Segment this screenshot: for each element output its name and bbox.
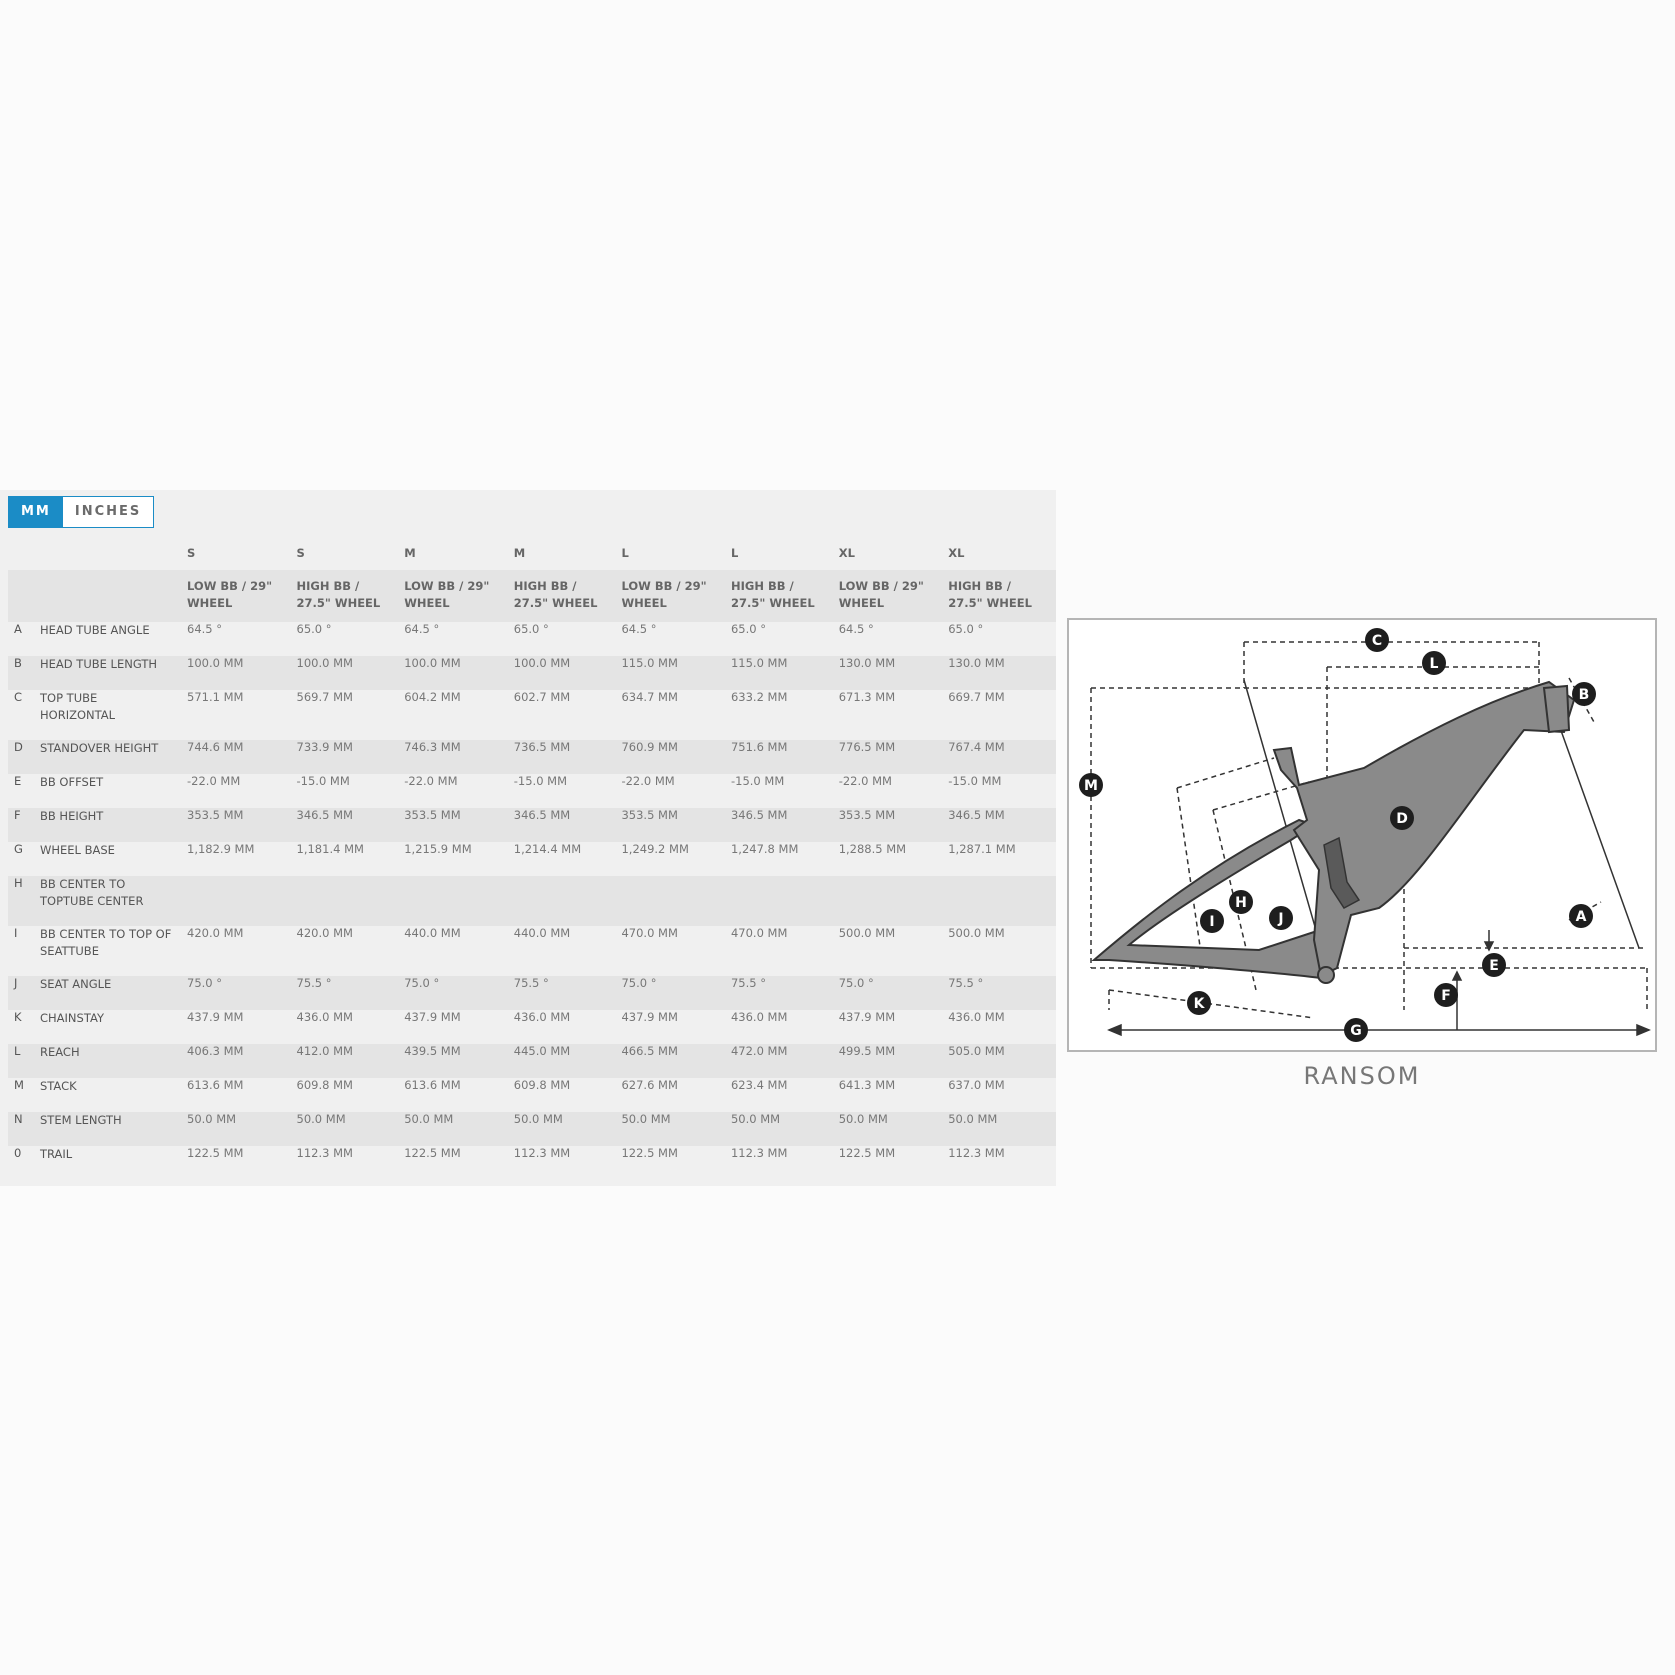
spec-code: E: [14, 774, 22, 788]
spec-value: 75.5 °: [948, 976, 984, 990]
spec-code: L: [14, 1044, 21, 1058]
spec-value: 1,249.2 MM: [621, 842, 689, 856]
spec-name-line1: BB CENTER TO TOP OF: [40, 927, 172, 941]
spec-value: 64.5 °: [404, 622, 440, 636]
spec-value: 100.0 MM: [187, 656, 244, 670]
spec-value: 50.0 MM: [404, 1112, 454, 1126]
spec-code: I: [14, 926, 18, 940]
spec-value: 436.0 MM: [948, 1010, 1005, 1024]
spec-value: 50.0 MM: [948, 1112, 998, 1126]
marker-f: [1434, 983, 1458, 1007]
spec-value: 65.0 °: [513, 622, 549, 636]
size-header: M: [404, 546, 416, 560]
spec-name: [40, 1112, 187, 1146]
spec-code: N: [14, 1112, 23, 1126]
marker-i: [1200, 909, 1224, 933]
spec-value: 746.3 MM: [404, 740, 461, 754]
spec-value: 50.0 MM: [838, 1112, 888, 1126]
spec-value: 112.3 MM: [948, 1146, 1005, 1160]
spec-value: 669.7 MM: [948, 690, 1005, 704]
wheel-header-line1: HIGH BB /: [948, 579, 1011, 593]
size-header: L: [730, 546, 739, 560]
spec-value: 75.0 °: [621, 976, 657, 990]
spec-value: 64.5 °: [187, 622, 223, 636]
spec-value: 346.5 MM: [513, 808, 571, 822]
spec-row: [8, 1010, 1056, 1044]
spec-row: [8, 1146, 1056, 1180]
spec-value: 112.3 MM: [730, 1146, 788, 1160]
marker-label: D: [1396, 811, 1408, 827]
size-header: S: [187, 546, 196, 560]
marker-label: M: [1084, 778, 1098, 794]
spec-value: 613.6 MM: [404, 1078, 461, 1092]
spec-value: 65.0 °: [296, 622, 332, 636]
spec-value: [731, 876, 839, 926]
spec-value: 736.5 MM: [513, 740, 571, 754]
spec-name: [40, 656, 187, 690]
spec-value: 1,215.9 MM: [404, 842, 472, 856]
marker-label: G: [1350, 1023, 1362, 1039]
spec-value: 499.5 MM: [838, 1044, 896, 1058]
spec-name-line1: HEAD TUBE LENGTH: [40, 657, 157, 671]
marker-l: [1422, 651, 1446, 675]
spec-value: 733.9 MM: [296, 740, 353, 754]
marker-label: F: [1441, 988, 1451, 1004]
spec-name: [40, 808, 187, 842]
spec-value: -15.0 MM: [948, 774, 1002, 788]
spec-value: 571.1 MM: [187, 690, 244, 704]
spec-code: G: [14, 842, 23, 856]
spec-value: 130.0 MM: [948, 656, 1005, 670]
spec-value: 437.9 MM: [621, 1010, 678, 1024]
spec-name: [40, 1044, 187, 1078]
spec-value: 353.5 MM: [404, 808, 461, 822]
marker-a: [1569, 904, 1593, 928]
spec-name: [40, 622, 187, 656]
spec-value: 75.0 °: [187, 976, 223, 990]
spec-value: 65.0 °: [948, 622, 984, 636]
marker-label: C: [1371, 633, 1383, 649]
spec-value: 505.0 MM: [948, 1044, 1005, 1058]
spec-value: [839, 876, 949, 926]
frame-geometry-diagram: [1067, 618, 1657, 1052]
marker-label: H: [1235, 895, 1247, 911]
wheel-header-line2: WHEEL: [404, 596, 450, 610]
spec-value: 75.5 °: [730, 976, 766, 990]
spec-value: 420.0 MM: [187, 926, 244, 940]
spec-value: 437.9 MM: [404, 1010, 461, 1024]
spec-value: 609.8 MM: [296, 1078, 353, 1092]
size-header: S: [296, 546, 305, 560]
spec-value: 440.0 MM: [404, 926, 461, 940]
spec-row: [8, 656, 1056, 690]
spec-value: 50.0 MM: [296, 1112, 346, 1126]
wheel-header-line1: LOW BB / 29": [838, 579, 924, 593]
spec-name-line1: BB OFFSET: [40, 775, 104, 789]
mm-unit-button[interactable]: MM: [9, 497, 63, 527]
spec-value: 406.3 MM: [187, 1044, 244, 1058]
spec-value: 466.5 MM: [621, 1044, 678, 1058]
spec-name: [40, 690, 187, 740]
spec-value: 112.3 MM: [513, 1146, 571, 1160]
spec-row: [8, 740, 1056, 774]
marker-label: L: [1429, 656, 1439, 672]
spec-value: 100.0 MM: [296, 656, 353, 670]
spec-name-line1: BB HEIGHT: [40, 809, 104, 823]
spec-code: A: [14, 622, 22, 636]
spec-row: [8, 1078, 1056, 1112]
spec-value: 1,214.4 MM: [513, 842, 582, 856]
marker-b: [1572, 682, 1596, 706]
spec-value: 437.9 MM: [187, 1010, 244, 1024]
spec-value: 1,247.8 MM: [730, 842, 799, 856]
marker-label: E: [1489, 958, 1499, 974]
spec-value: 436.0 MM: [513, 1010, 571, 1024]
wheel-header-row: [8, 570, 1056, 622]
spec-value: 1,288.5 MM: [838, 842, 907, 856]
spec-value: 50.0 MM: [730, 1112, 781, 1126]
spec-value: 353.5 MM: [187, 808, 244, 822]
spec-value: 122.5 MM: [621, 1146, 678, 1160]
spec-value: 75.0 °: [838, 976, 874, 990]
spec-value: 470.0 MM: [621, 926, 678, 940]
wheel-header: [514, 570, 622, 622]
spec-value: 767.4 MM: [948, 740, 1005, 754]
spec-value: -22.0 MM: [621, 774, 675, 788]
geometry-table: [8, 536, 1056, 1180]
wheel-header-line2: WHEEL: [187, 596, 233, 610]
spec-value: 609.8 MM: [513, 1078, 571, 1092]
spec-value: 633.2 MM: [730, 690, 788, 704]
wheel-header: [621, 570, 731, 622]
marker-label: J: [1278, 911, 1284, 927]
header-spacer: [8, 536, 40, 570]
spec-row: [8, 1044, 1056, 1078]
spec-value: [187, 876, 297, 926]
spec-row: [8, 808, 1056, 842]
spec-value: -15.0 MM: [296, 774, 350, 788]
spec-value: -22.0 MM: [404, 774, 458, 788]
spec-value: -15.0 MM: [730, 774, 785, 788]
spec-name: [40, 842, 187, 876]
spec-value: [948, 876, 1056, 926]
size-header: M: [513, 546, 526, 560]
wheel-header: [404, 570, 514, 622]
spec-value: 472.0 MM: [730, 1044, 788, 1058]
spec-name-line1: SEAT ANGLE: [40, 977, 112, 991]
wheel-header-line1: LOW BB / 29": [404, 579, 490, 593]
spec-name-line1: STANDOVER HEIGHT: [40, 741, 159, 755]
spec-value: 627.6 MM: [621, 1078, 678, 1092]
spec-value: 776.5 MM: [838, 740, 896, 754]
spec-code: M: [14, 1078, 24, 1092]
wheel-header-line1: LOW BB / 29": [187, 579, 273, 593]
size-header: XL: [948, 546, 965, 560]
spec-value: 751.6 MM: [730, 740, 788, 754]
spec-code: H: [14, 876, 23, 890]
spec-value: 604.2 MM: [404, 690, 461, 704]
spec-value: 1,287.1 MM: [948, 842, 1016, 856]
spec-name: [40, 926, 187, 976]
spec-value: 613.6 MM: [187, 1078, 244, 1092]
marker-h: [1229, 890, 1253, 914]
spec-row: [8, 622, 1056, 656]
spec-value: 437.9 MM: [838, 1010, 896, 1024]
spec-value: 353.5 MM: [838, 808, 896, 822]
spec-value: [514, 876, 622, 926]
spec-row: [8, 690, 1056, 740]
spec-row: [8, 842, 1056, 876]
spec-value: 50.0 MM: [621, 1112, 671, 1126]
marker-label: B: [1578, 687, 1590, 703]
spec-row: [8, 774, 1056, 808]
header-spacer: [40, 536, 187, 570]
wheel-header: [731, 570, 839, 622]
marker-e: [1482, 953, 1506, 977]
spec-value: 75.5 °: [296, 976, 332, 990]
wheel-header-line1: HIGH BB /: [513, 579, 577, 593]
wheel-header-line2: WHEEL: [838, 596, 885, 610]
spec-name-line2: SEATTUBE: [40, 944, 99, 958]
spec-value: -15.0 MM: [513, 774, 568, 788]
spec-name: [40, 1078, 187, 1112]
spec-name-line1: WHEEL BASE: [40, 843, 115, 857]
spec-value: 637.0 MM: [948, 1078, 1005, 1092]
spec-value: 64.5 °: [838, 622, 874, 636]
spec-name: [40, 1146, 187, 1180]
spec-value: -22.0 MM: [187, 774, 241, 788]
marker-label: K: [1193, 996, 1205, 1012]
size-header: XL: [838, 546, 855, 560]
spec-code: 0: [14, 1146, 22, 1160]
wheel-header: [948, 570, 1056, 622]
wheel-header: [187, 570, 297, 622]
spec-name: [40, 1010, 187, 1044]
spec-value: 470.0 MM: [730, 926, 788, 940]
spec-value: 130.0 MM: [838, 656, 896, 670]
spec-code: K: [14, 1010, 22, 1024]
spec-name-line1: TRAIL: [40, 1147, 73, 1161]
spec-value: 115.0 MM: [730, 656, 788, 670]
spec-code: C: [14, 690, 23, 704]
spec-value: 115.0 MM: [621, 656, 678, 670]
model-name: RANSOM: [1303, 1062, 1421, 1090]
wheel-header-line1: HIGH BB /: [730, 579, 794, 593]
frame-diagram-svg: [1069, 620, 1655, 1050]
spec-value: 100.0 MM: [404, 656, 461, 670]
spec-name-line1: CHAINSTAY: [40, 1011, 104, 1025]
spec-value: 744.6 MM: [187, 740, 244, 754]
spec-value: 65.0 °: [730, 622, 766, 636]
spec-row: [8, 976, 1056, 1010]
marker-label: I: [1209, 914, 1215, 930]
spec-value: 112.3 MM: [296, 1146, 353, 1160]
marker-label: A: [1575, 909, 1587, 925]
spec-value: 641.3 MM: [838, 1078, 896, 1092]
wheel-header-line2: 27.5" WHEEL: [296, 596, 381, 610]
spec-value: 420.0 MM: [296, 926, 353, 940]
spec-code: J: [14, 976, 18, 990]
wheel-header-line2: 27.5" WHEEL: [948, 596, 1032, 610]
inches-unit-button[interactable]: INCHES: [63, 497, 153, 527]
spec-value: 440.0 MM: [513, 926, 571, 940]
marker-k: [1187, 991, 1211, 1015]
spec-value: 346.5 MM: [730, 808, 788, 822]
spec-name-line1: STEM LENGTH: [40, 1113, 122, 1127]
spec-value: 64.5 °: [621, 622, 657, 636]
spec-value: 346.5 MM: [948, 808, 1005, 822]
bike-frame: [1094, 682, 1574, 983]
spec-code: F: [14, 808, 21, 822]
spec-value: 623.4 MM: [730, 1078, 788, 1092]
spec-name: [40, 976, 187, 1010]
spec-name-line2: HORIZONTAL: [40, 708, 116, 722]
spec-value: 1,181.4 MM: [296, 842, 364, 856]
wheel-header: [839, 570, 949, 622]
spec-name: [40, 740, 187, 774]
spec-value: 500.0 MM: [838, 926, 896, 940]
spec-value: 671.3 MM: [838, 690, 896, 704]
spec-name-line1: REACH: [40, 1045, 80, 1059]
spec-name-line1: HEAD TUBE ANGLE: [40, 623, 150, 637]
unit-toggle: [8, 496, 154, 528]
spec-value: 1,182.9 MM: [187, 842, 255, 856]
spec-value: 436.0 MM: [730, 1010, 788, 1024]
spec-value: [404, 876, 514, 926]
spec-name: [40, 774, 187, 808]
spec-value: 50.0 MM: [187, 1112, 237, 1126]
wheel-header-line2: 27.5" WHEEL: [513, 596, 598, 610]
marker-m: [1079, 773, 1103, 797]
spec-row: [8, 926, 1056, 976]
wheel-header: [297, 570, 405, 622]
wheel-header-line2: WHEEL: [621, 596, 667, 610]
spec-value: [621, 876, 731, 926]
spec-name-line1: STACK: [40, 1079, 77, 1093]
spec-value: 445.0 MM: [513, 1044, 571, 1058]
spec-value: 50.0 MM: [513, 1112, 563, 1126]
spec-value: 346.5 MM: [296, 808, 353, 822]
spec-value: 436.0 MM: [296, 1010, 353, 1024]
spec-name-line2: TOPTUBE CENTER: [40, 894, 144, 908]
wheel-header-line1: HIGH BB /: [296, 579, 360, 593]
spec-value: 75.5 °: [513, 976, 549, 990]
spec-name-line1: TOP TUBE: [40, 691, 98, 705]
spec-name: [40, 876, 187, 926]
spec-value: 100.0 MM: [513, 656, 571, 670]
spec-value: 122.5 MM: [187, 1146, 244, 1160]
spec-value: [297, 876, 405, 926]
spec-row: [8, 876, 1056, 926]
spec-name-line1: BB CENTER TO: [40, 877, 126, 891]
spec-value: 760.9 MM: [621, 740, 678, 754]
marker-j: [1269, 906, 1293, 930]
size-header-row: [8, 536, 1056, 570]
spec-code: B: [14, 656, 22, 670]
marker-c: [1365, 628, 1389, 652]
spec-row: [8, 1112, 1056, 1146]
spec-value: 439.5 MM: [404, 1044, 461, 1058]
spec-value: 412.0 MM: [296, 1044, 353, 1058]
marker-d: [1390, 806, 1414, 830]
spec-value: 500.0 MM: [948, 926, 1005, 940]
marker-g: [1344, 1018, 1368, 1042]
spec-value: -22.0 MM: [838, 774, 892, 788]
spec-value: 75.0 °: [404, 976, 440, 990]
spec-value: 122.5 MM: [838, 1146, 896, 1160]
spec-value: 569.7 MM: [296, 690, 353, 704]
spec-value: 602.7 MM: [513, 690, 571, 704]
spec-code: D: [14, 740, 23, 754]
wheel-header-line1: LOW BB / 29": [621, 579, 707, 593]
spec-value: 353.5 MM: [621, 808, 678, 822]
size-header: L: [621, 546, 629, 560]
wheel-header-line2: 27.5" WHEEL: [730, 596, 815, 610]
spec-value: 634.7 MM: [621, 690, 678, 704]
spec-value: 122.5 MM: [404, 1146, 461, 1160]
